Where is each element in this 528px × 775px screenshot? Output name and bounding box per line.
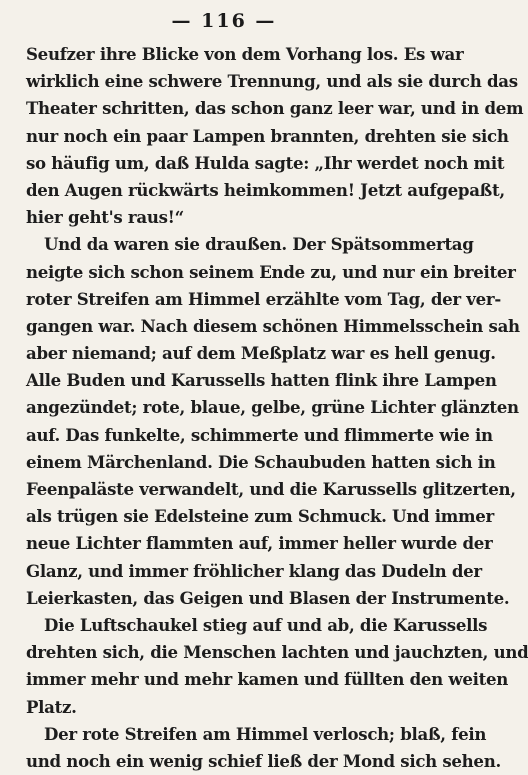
text-line-10: roter Streifen am Himmel erzählte vom Tag, der ver- (26, 288, 501, 309)
text-line-22: Die Luftschaukel stieg auf und ab, die Karussells (44, 614, 488, 635)
text-line-4: nur noch ein paar Lampen brannten, drehten sie sich (26, 125, 509, 146)
text-line-7: hier geht's raus!“ (26, 207, 184, 228)
text-line-18: als trügen sie Edelsteine zum Schmuck. Und immer (26, 506, 494, 527)
text-line-9: neigte sich schon seinem Ende zu, und nur ein breiter (26, 261, 516, 282)
text-line-3: Theater schritten, das schon ganz leer war, und in dem (26, 98, 524, 119)
text-line-19: neue Lichter flammten auf, immer heller wurde der (26, 533, 493, 554)
text-line-1: Seufzer ihre Blicke von dem Vorhang los. Es war (26, 44, 464, 64)
text-line-13: Alle Buden und Karussells hatten flink ihre Lampen (26, 370, 497, 391)
text-line-26: Der rote Streifen am Himmel verlosch; blaß, fein (44, 723, 487, 744)
text-line-17: Feenpaläste verwandelt, und die Karussells glitzerten, (26, 479, 516, 499)
text-line-12: aber niemand; auf dem Meßplatz war es hell genug. (26, 343, 496, 364)
text-line-14: angezündet; rote, blaue, gelbe, grüne Lichter glänzten (26, 397, 519, 418)
text-line-11: gangen war. Nach diesem schönen Himmelsschein sah (26, 315, 520, 336)
page-number: — 116 — (171, 10, 277, 32)
text-line-27: und noch ein wenig schief ließ der Mond sich sehen. (26, 750, 501, 771)
text-line-24: immer mehr und mehr kamen und füllten den weiten (26, 669, 509, 690)
text-line-5: so häufig um, daß Hulda sagte: „Ihr werdet noch mit (26, 152, 505, 173)
text-line-8: Und da waren sie draußen. Der Spätsommertag (44, 234, 474, 255)
text-line-21: Leierkasten, das Geigen und Blasen der Instrumente. (26, 587, 510, 608)
text-line-20: Glanz, und immer fröhlicher klang das Dudeln der (26, 560, 482, 581)
text-line-15: auf. Das funkelte, schimmerte und flimmerte wie in (26, 424, 493, 445)
text-line-2: wirklich eine schwere Trennung, und als sie durch das (26, 71, 518, 92)
text-line-25: Platz. (26, 696, 77, 717)
body-text (26, 41, 528, 775)
text-line-6: den Augen rückwärts heimkommen! Jetzt aufgepaßt, (26, 179, 505, 200)
text-line-16: einem Märchenland. Die Schaubuden hatten sich in (26, 451, 496, 472)
text-line-23: drehten sich, die Menschen lachten und jauchzten, und (26, 642, 528, 663)
